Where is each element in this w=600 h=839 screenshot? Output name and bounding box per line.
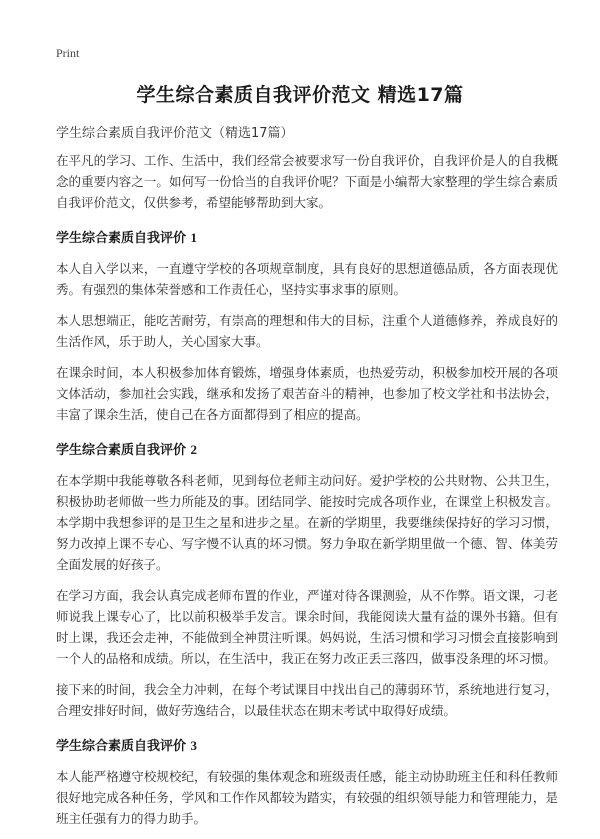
- document-body: [56, 150, 558, 839]
- print-label[interactable]: Print: [56, 46, 80, 60]
- section-heading-number: 1: [190, 230, 198, 245]
- section-heading-number: 3: [190, 738, 198, 753]
- section-1-paragraph-3: 在课余时间，本人积极参加体育锻炼，增强身体素质，也热爱劳动，积极参加校开展的各项文体活动，参加社会实践，继承和发扬了艰苦奋斗的精神，也参加了校文学社和书法协会，丰富了课余生活，使自己在各方面都得到了相应的提高。: [56, 365, 558, 422]
- section-heading-3: [56, 735, 558, 754]
- section-2-paragraph-2: 在学习方面，我会认真完成老师布置的作业，严谨对待各课测验，从不作弊。语文课，刁老师说我上课专心了，比以前积极举手发言。课余时间，我能阅读大量有益的课外书籍。但有时上课，我还会走神，不能做到全神贯注听课。妈妈说，生活习惯和学习习惯会直接影响到一个人的品格和成绩。所以，在生活中，我正在努力改正丢三落四，做事没条理的坏习惯。: [56, 588, 558, 666]
- section-2-paragraph-1: 在本学期中我能尊敬各科老师，见到每位老师主动问好。爱护学校的公共财物、公共卫生，积极协助老师做一些力所能及的事。团结同学、能按时完成各项作业，在课堂上积极发言。本学期中我想参评的是卫生之星和进步之星。在新的学期里，我要继续保持好的学习习惯，努力改掉上课不专心、写字慢不认真的坏习惯。努力争取在新学期里做一个德、智、体美劳全面发展的好孩子。: [56, 473, 558, 572]
- section-2-paragraph-3: 接下来的时间，我会全力冲刺，在每个考试课目中找出自己的薄弱环节，系统地进行复习，合理安排好时间，做好劳逸结合，以最佳状态在期末考试中取得好成绩。: [56, 682, 558, 718]
- section-1-paragraph-2: 本人思想端正，能吃苦耐劳，有崇高的理想和伟大的目标，注重个人道德修养，养成良好的生活作风，乐于助人，关心国家大事。: [56, 313, 558, 349]
- section-3-paragraph-1: 本人能严格遵守校规校纪，有较强的集体观念和班级责任感，能主动协助班主任和科任教师很好地完成各种任务，学风和工作作风都较为踏实，有较强的组织领导能力和管理能力，是班主任强有力的得力助手。: [56, 769, 558, 826]
- section-heading-text: 学生综合素质自我评价: [56, 443, 187, 458]
- page-title: 学生综合素质自我评价范文 精选17篇: [136, 84, 464, 106]
- section-heading-text: 学生综合素质自我评价: [56, 739, 187, 754]
- section-1-paragraph-1: 本人自入学以来，一直遵守学校的各项规章制度，具有良好的思想道德品质，各方面表现优秀。有强烈的集体荣誉感和工作责任心，坚持实事求事的原则。: [56, 261, 558, 297]
- section-heading-2: [56, 439, 558, 458]
- section-heading-number: 2: [190, 442, 198, 457]
- section-heading-1: [56, 227, 558, 246]
- intro-paragraph: 在平凡的学习、工作、生活中，我们经常会被要求写一份自我评价，自我评价是人的自我概念的重要内容之一。如何写一份恰当的自我评价呢？下面是小编帮大家整理的学生综合素质自我评价范文，仅供参考，希望能够帮助到大家。: [56, 153, 558, 210]
- section-heading-text: 学生综合素质自我评价: [56, 231, 187, 246]
- document-subtitle: 学生综合素质自我评价范文（精选17篇）: [56, 126, 294, 141]
